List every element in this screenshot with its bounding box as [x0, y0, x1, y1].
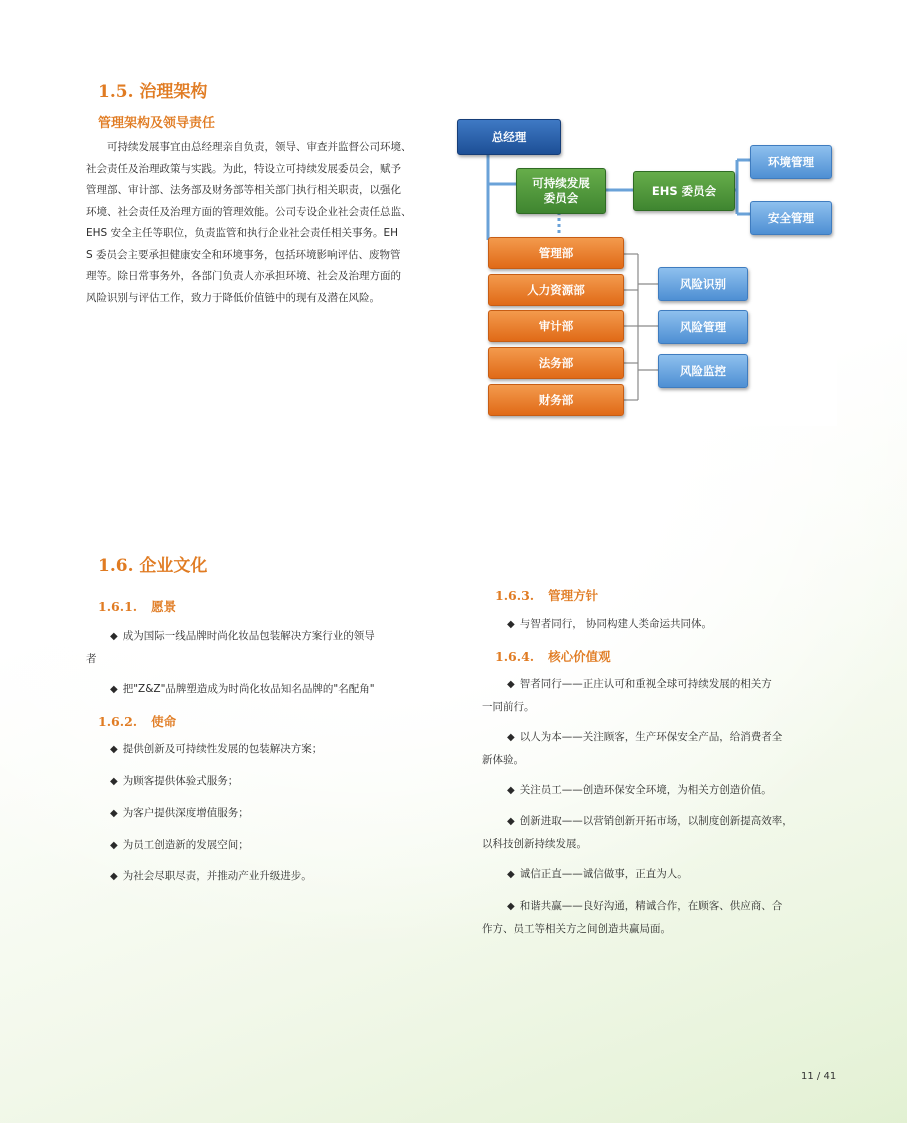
- heading-number: 1.6.4.: [495, 649, 535, 664]
- org-box-risk-management: 风险管理: [658, 310, 748, 344]
- bullet-text: 为员工创造新的发展空间；: [122, 839, 249, 851]
- core-value-item: [482, 726, 832, 771]
- heading-text: 管理方针: [548, 588, 599, 603]
- diamond-bullet-icon: ◆: [110, 808, 118, 819]
- core-value-item: [482, 673, 832, 718]
- org-box-department: 人力资源部: [488, 274, 624, 306]
- org-box-environment-management: 环境管理: [750, 145, 832, 179]
- section-title-culture: 1.6. 企业文化: [98, 556, 208, 576]
- bullet-line: 者: [86, 653, 97, 665]
- section-title-governance: 1.5. 治理架构: [98, 82, 208, 102]
- diamond-bullet-icon: ◆: [110, 684, 118, 695]
- org-box-risk-identification: 风险识别: [658, 267, 748, 301]
- mission-item: [110, 802, 249, 825]
- org-box-department: 审计部: [488, 310, 624, 342]
- org-box-general-manager: 总经理: [457, 119, 561, 155]
- bullet-text: 智者同行——正庄认可和重视全球可持续发展的相关方: [519, 678, 772, 690]
- bullet-text: 成为国际一线品牌时尚化妆品包装解决方案行业的领导: [122, 630, 375, 642]
- diamond-bullet-icon: ◆: [110, 631, 118, 642]
- heading-text: 核心价值观: [548, 649, 611, 664]
- subsection-title-policy: [495, 586, 598, 604]
- bullet-text: 和谐共赢——良好沟通，精诚合作，在顾客、供应商、合: [519, 900, 783, 912]
- diamond-bullet-icon: ◆: [110, 871, 118, 882]
- bullet-line: [482, 726, 832, 749]
- org-box-department: 财务部: [488, 384, 624, 416]
- diamond-bullet-icon: ◆: [507, 901, 515, 912]
- diamond-bullet-icon: ◆: [507, 679, 515, 690]
- diamond-bullet-icon: ◆: [110, 776, 118, 787]
- mission-item: [110, 738, 322, 761]
- diamond-bullet-icon: ◆: [507, 816, 515, 827]
- heading-number: 1.6.2.: [98, 714, 138, 729]
- subsection-title-vision: [98, 597, 176, 615]
- page-number: 11 / 41: [801, 1071, 837, 1082]
- bullet-text: 为顾客提供体验式服务；: [122, 775, 239, 787]
- paragraph-line: 风险识别与评估工作，致力于降低价值链中的现有及潜在风险。: [86, 291, 380, 304]
- diamond-bullet-icon: ◆: [507, 785, 515, 796]
- core-value-item: [507, 779, 772, 802]
- core-value-item: [482, 810, 832, 855]
- bullet-line: [482, 810, 832, 833]
- vision-item: [110, 678, 440, 701]
- paragraph-line: 可持续发展事宜由总经理亲自负责，领导、审查并监督公司环境、: [86, 141, 412, 153]
- bullet-line: 新体验。: [482, 754, 524, 766]
- bullet-text: 创新进取——以营销创新开拓市场，以制度创新提高效率，: [519, 815, 793, 827]
- org-box-department: 管理部: [488, 237, 624, 269]
- paragraph-line: EHS 安全主任等职位，负责监管和执行企业社会责任相关事务。EH: [86, 227, 399, 239]
- core-value-item: [507, 863, 688, 886]
- org-chart: [440, 112, 837, 426]
- diamond-bullet-icon: ◆: [110, 840, 118, 851]
- policy-item: [507, 613, 712, 636]
- diamond-bullet-icon: ◆: [507, 619, 515, 630]
- heading-text: 愿景: [151, 599, 177, 614]
- bullet-text: 与智者同行， 协同构建人类命运共同体。: [519, 618, 713, 630]
- subsection-title-core-values: [495, 647, 611, 665]
- diamond-bullet-icon: ◆: [507, 732, 515, 743]
- bullet-text: 为客户提供深度增值服务；: [122, 807, 249, 819]
- heading-text: 使命: [151, 714, 177, 729]
- heading-number: 1.6.3.: [495, 588, 535, 603]
- mission-item: [110, 865, 312, 888]
- bullet-line: 以科技创新持续发展。: [482, 838, 587, 850]
- subsection-title-mission: [98, 712, 176, 730]
- bullet-text: 为社会尽职尽责，并推动产业升级进步。: [122, 870, 312, 882]
- core-value-item: [482, 895, 832, 940]
- bullet-line: 作方、员工等相关方之间创造共赢局面。: [482, 923, 671, 935]
- bullet-text: 以人为本——关注顾客，生产环保安全产品，给消费者全: [519, 731, 783, 743]
- mission-item: [110, 834, 249, 857]
- bullet-line: 一同前行。: [482, 701, 535, 713]
- bullet-text: 关注员工——创造环保安全环境，为相关方创造价值。: [519, 784, 772, 796]
- mission-item: [110, 770, 238, 793]
- paragraph-line: 理等。除日常事务外，各部门负责人亦承担环境、社会及治理方面的: [86, 270, 401, 282]
- org-box-ehs-committee: EHS 委员会: [633, 171, 735, 211]
- vision-item: [86, 625, 438, 670]
- paragraph-line: 环境、社会责任及治理方面的管理效能。公司专设企业社会责任总监、: [86, 205, 412, 218]
- bullet-text: 诚信正直——诚信做事，正直为人。: [519, 868, 688, 880]
- bullet-line: [482, 895, 832, 918]
- diamond-bullet-icon: ◆: [110, 744, 118, 755]
- paragraph-line: 管理部、审计部、法务部及财务部等相关部门执行相关职责，以强化: [86, 184, 401, 196]
- bullet-line: [86, 625, 438, 648]
- bullet-text: 提供创新及可持续性发展的包装解决方案；: [122, 743, 323, 755]
- governance-paragraph: [86, 137, 438, 309]
- bullet-line: [482, 673, 832, 696]
- org-box-department: 法务部: [488, 347, 624, 379]
- subsection-title-management: 管理架构及领导责任: [98, 116, 216, 131]
- org-box-safety-management: 安全管理: [750, 201, 832, 235]
- heading-number: 1.6.1.: [98, 599, 138, 614]
- paragraph-line: S 委员会主要承担健康安全和环境事务，包括环境影响评估、废物管: [86, 248, 401, 261]
- bullet-text: 把"Z&Z"品牌塑造成为时尚化妆品知名品牌的"名配角": [122, 683, 375, 695]
- org-box-sustainability-committee: 可持续发展 委员会: [516, 168, 606, 214]
- paragraph-line: 社会责任及治理政策与实践。为此，特设立可持续发展委员会，赋予: [86, 162, 401, 175]
- diamond-bullet-icon: ◆: [507, 869, 515, 880]
- org-box-risk-monitoring: 风险监控: [658, 354, 748, 388]
